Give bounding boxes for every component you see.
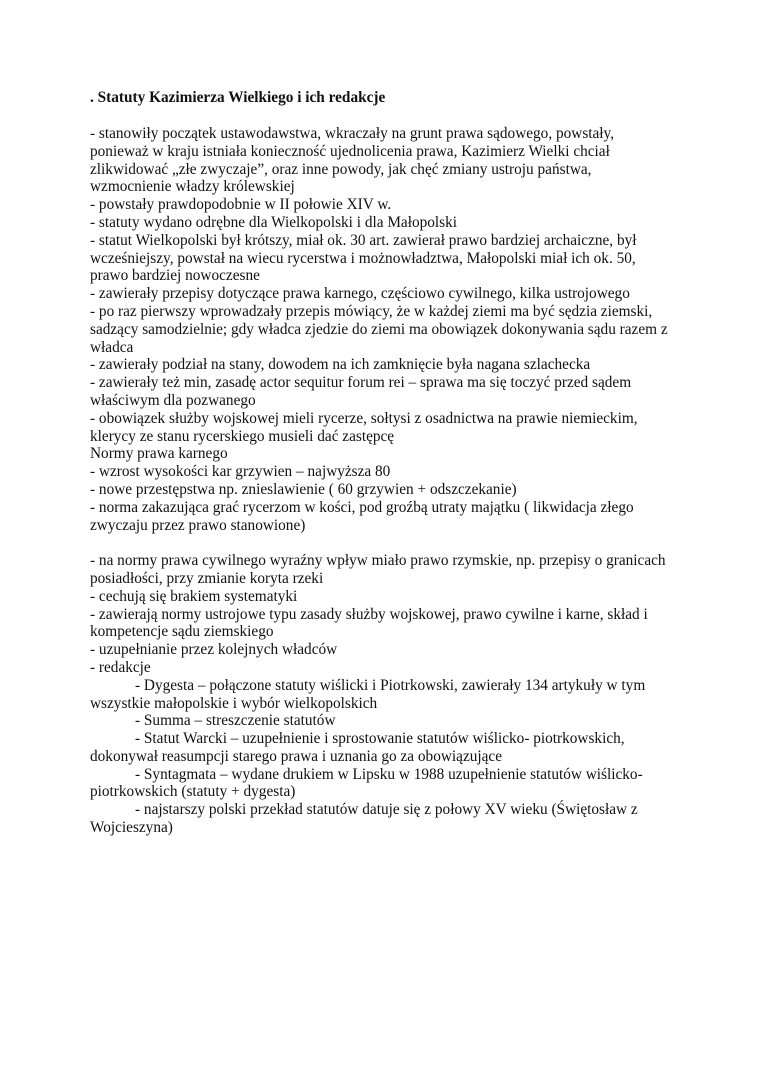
text-line: piotrkowskich (statuty + dygesta) [90, 783, 296, 801]
text-line: - zawierały też min, zasadę actor sequitur forum rei – sprawa ma się toczyć przed sądem [90, 374, 632, 392]
text-line: - redakcje [90, 658, 151, 676]
text-line: - cechują się brakiem systematyki [90, 587, 298, 605]
text-line: - statuty wydano odrębne dla Wielkopolski i dla Małopolski [90, 213, 458, 231]
text-line: wcześniejszy, powstał na wiecu rycerstwa i możnowładztwa, Małopolski miał ich ok. 50, [90, 249, 636, 267]
text-line: - na normy prawa cywilnego wyraźny wpływ miało prawo rzymskie, np. przepisy o granicach [90, 552, 666, 570]
blank-line [90, 534, 690, 552]
text-line: kompetencje sądu ziemskiego [90, 623, 274, 641]
text-line: - po raz pierwszy wprowadzały przepis mówiący, że w każdej ziemi ma być sędzia ziemski, [90, 302, 653, 320]
text-line: prawo bardziej nowoczesne [90, 267, 260, 285]
text-line: zwyczaju przez prawo stanowione) [90, 516, 306, 534]
text-line-indented: - Dygesta – połączone statuty wiślicki i Piotrkowski, zawierały 134 artykuły w tym [135, 676, 646, 694]
text-line: - wzrost wysokości kar grzywien – najwyższa 80 [90, 463, 391, 481]
section-heading: Normy prawa karnego [90, 445, 228, 463]
text-line: - stanowiły początek ustawodawstwa, wkraczały na grunt prawa sądowego, powstały, [90, 125, 615, 142]
text-line: - zawierają normy ustrojowe typu zasady służby wojskowej, prawo cywilne i karne, skład i [90, 605, 648, 623]
text-line: ponieważ w kraju istniała konieczność ujednolicenia prawa, Kazimierz Wielki chciał [90, 142, 610, 160]
document-body [90, 89, 690, 837]
text-line: dokonywał reasumpcji starego prawa i uznania go za obowiązujące [90, 747, 503, 765]
text-line: - uzupełnianie przez kolejnych władców [90, 641, 338, 659]
text-line: władca [90, 338, 134, 356]
document-title: . Statuty Kazimierza Wielkiego i ich redakcje [90, 89, 386, 106]
text-line: Wojcieszyna) [90, 819, 173, 837]
text-line: wzmocnienie władzy królewskiej [90, 178, 295, 196]
text-line-indented: - Syntagmata – wydane drukiem w Lipsku w 1988 uzupełnienie statutów wiślicko- [135, 765, 643, 783]
text-line: - obowiązek służby wojskowej mieli rycerze, sołtysi z osadnictwa na prawie niemieckim, [90, 409, 638, 427]
text-line: zlikwidować „złe zwyczaje”, oraz inne powody, jak chęć zmiany ustroju państwa, [90, 160, 592, 178]
text-line: wszystkie małopolskie i wybór wielkopolskich [90, 694, 378, 712]
text-line: - zawierały przepisy dotyczące prawa karnego, częściowo cywilnego, kilka ustrojowego [90, 285, 630, 303]
text-line: - norma zakazująca grać rycerzom w kości, pod groźbą utraty majątku ( likwidacja złego [90, 498, 634, 516]
text-line: sadzący samodzielnie; gdy władca zjedzie do ziemi ma obowiązek dokonywania sądu razem z [90, 320, 668, 338]
text-line: posiadłości, przy zmianie koryta rzeki [90, 569, 324, 587]
text-line: właściwym dla pozwanego [90, 391, 256, 409]
text-line: klerycy ze stanu rycerskiego musieli dać zastępcę [90, 427, 395, 445]
text-line-indented: - Statut Warcki – uzupełnienie i sprostowanie statutów wiślicko- piotrkowskich, [135, 730, 625, 748]
text-line: - nowe przestępstwa np. znieslawienie ( 60 grzywien + odszczekanie) [90, 480, 517, 498]
text-line: - statut Wielkopolski był krótszy, miał ok. 30 art. zawierał prawo bardziej archaiczne, był [90, 231, 637, 249]
text-line: - zawierały podział na stany, dowodem na ich zamknięcie była nagana szlachecka [90, 356, 591, 374]
text-line: - powstały prawdopodobnie w II połowie XIV w. [90, 196, 392, 214]
text-line-indented: - Summa – streszczenie statutów [135, 712, 336, 730]
text-line-indented: - najstarszy polski przekład statutów datuje się z połowy XV wieku (Świętosław z [135, 801, 638, 819]
